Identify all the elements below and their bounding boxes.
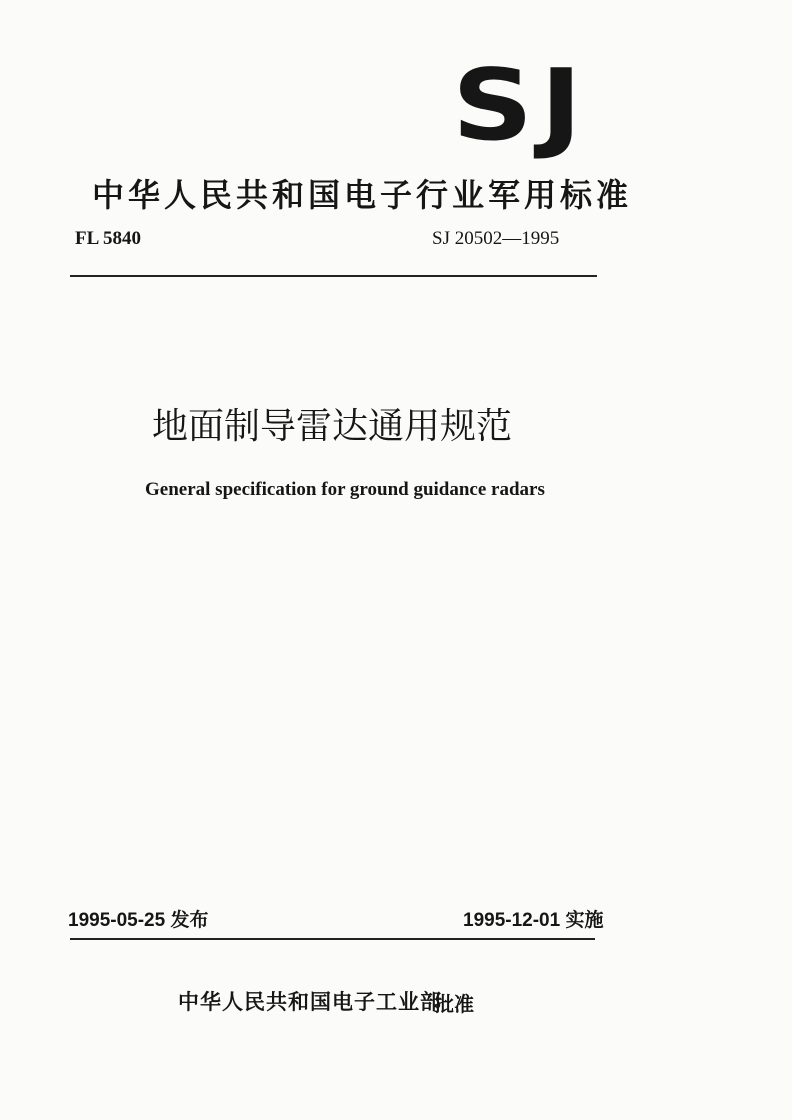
standard-logo: SJ xyxy=(452,49,589,163)
document-title-english: General specification for ground guidance radars xyxy=(145,479,545,500)
footer-divider xyxy=(70,938,595,940)
issue-date: 1995-05-25 发布 xyxy=(68,910,209,931)
approval-label: 批准 xyxy=(434,992,474,1016)
effective-date: 1995-12-01 实施 xyxy=(463,910,604,931)
classification-code: FL 5840 xyxy=(75,228,141,249)
document-title-chinese: 地面制导雷达通用规范 xyxy=(152,406,513,447)
standard-type-heading: 中华人民共和国电子行业军用标准 xyxy=(92,176,633,214)
standard-number: SJ 20502—1995 xyxy=(432,228,560,249)
header-divider xyxy=(70,275,597,277)
approving-authority: 中华人民共和国电子工业部 xyxy=(178,990,442,1014)
